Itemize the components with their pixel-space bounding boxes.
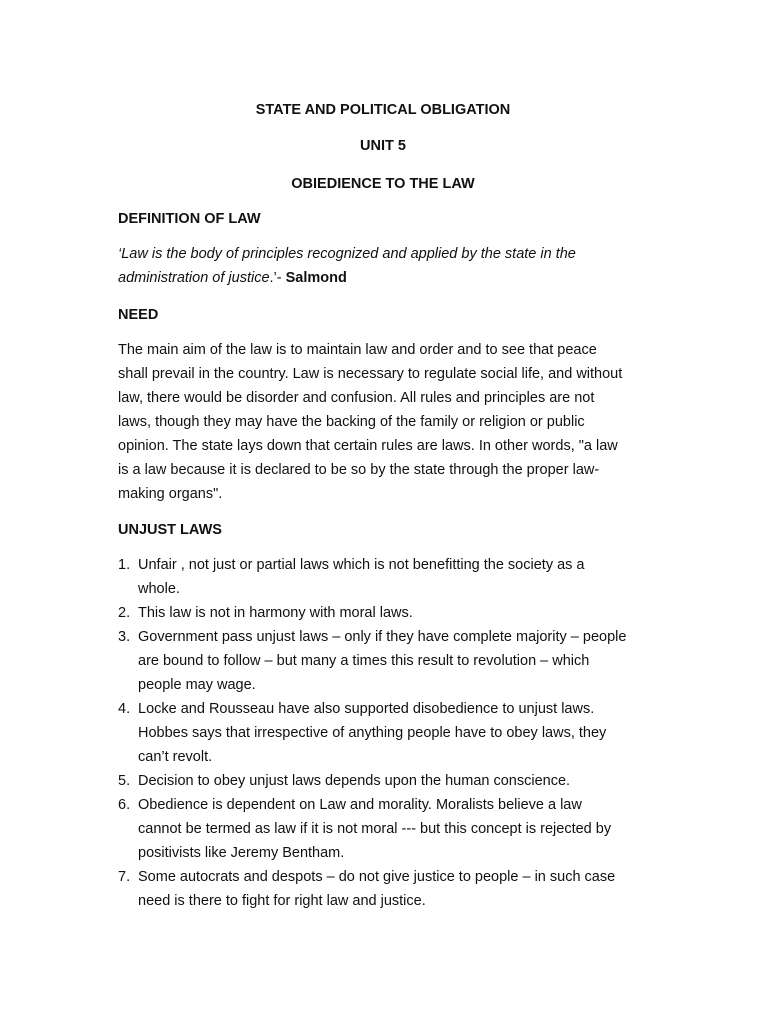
list-item (118, 793, 628, 865)
list-item-text: Unfair , not just or partial laws which is not benefitting the society as a whole. (138, 557, 585, 597)
list-item-text: Decision to obey unjust laws depends upon the human conscience. (138, 773, 571, 789)
unit-label: UNIT 5 (360, 138, 406, 154)
quote-author: Salmond (285, 270, 347, 286)
list-item-number: 1. (118, 557, 131, 573)
list-item-text: This law is not in harmony with moral laws. (138, 605, 413, 621)
list-item (118, 697, 628, 769)
document-title: STATE AND POLITICAL OBLIGATION (255, 102, 511, 118)
list-item (118, 865, 628, 913)
quote-close: .’- (269, 270, 286, 286)
quote-open: ‘ (118, 246, 122, 262)
list-item (118, 601, 628, 625)
list-item (118, 625, 628, 697)
document-page (118, 0, 648, 1024)
list-item-text: Government pass unjust laws – only if they have complete majority – people are bound to follow – but many a times this result to revolution – which people may wage. (138, 629, 627, 693)
quote-text: Law is the body of principles recognized and applied by the state in the administration of justice (118, 246, 576, 286)
list-item-number: 4. (118, 701, 131, 717)
list-item-number: 3. (118, 629, 131, 645)
list-item-number: 2. (118, 605, 131, 621)
need-heading: NEED (118, 307, 159, 323)
unjust-laws-list (118, 553, 628, 913)
list-item (118, 553, 628, 601)
list-item-text: Locke and Rousseau have also supported disobedience to unjust laws. Hobbes says that irrespective of anything people have to obey laws, they can’t revolt. (138, 701, 607, 765)
list-item-number: 6. (118, 797, 131, 813)
definition-heading: DEFINITION OF LAW (118, 211, 261, 227)
list-item-number: 5. (118, 773, 131, 789)
list-item-text: Obedience is dependent on Law and morality. Moralists believe a law cannot be termed as law if it is not moral --- but this concept is rejected by positivists like Jeremy Bentham. (138, 797, 612, 861)
list-item-number: 7. (118, 869, 131, 885)
need-paragraph: The main aim of the law is to maintain law and order and to see that peace shall prevail in the country. Law is necessary to regulate social life, and without law, there would be disorder and confusion. All rules and principles are not laws, though they may have the backing of the family or religion or public opinion. The state lays down that certain rules are laws. In other words, "a law is a law because it is declared to be so by the state through the proper law-making organs". (118, 342, 623, 502)
list-item (118, 769, 628, 793)
unjust-laws-heading: UNJUST LAWS (118, 522, 222, 538)
document-subtitle: OBIEDIENCE TO THE LAW (291, 176, 475, 192)
definition-quote (118, 242, 628, 290)
list-item-text: Some autocrats and despots – do not give justice to people – in such case need is there to fight for right law and justice. (138, 869, 616, 909)
